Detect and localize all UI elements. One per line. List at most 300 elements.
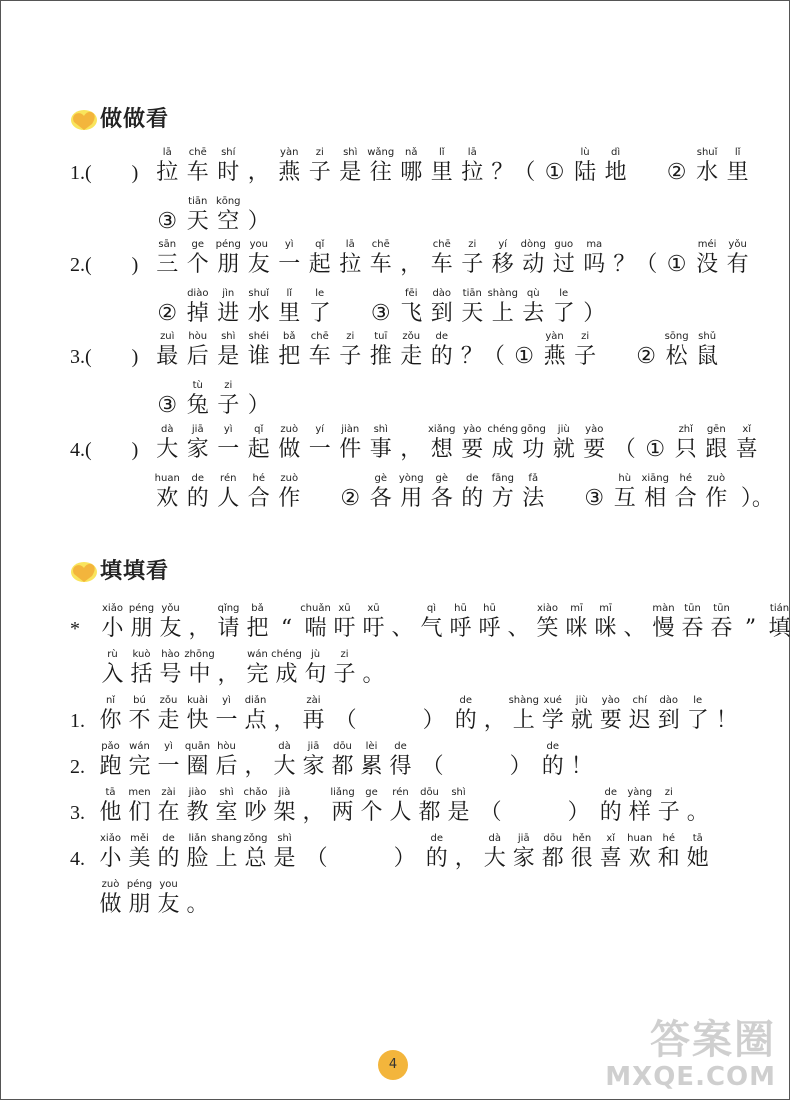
pinyin: tā — [105, 787, 116, 798]
ruby-char — [570, 330, 601, 371]
ruby-char — [244, 330, 275, 371]
hanzi: 各 — [430, 486, 453, 511]
hanzi: 子 — [339, 344, 362, 369]
pinyin: xū — [367, 603, 380, 614]
pinyin: yàn — [545, 331, 564, 342]
hanzi: ② — [666, 160, 687, 185]
hanzi: 的 — [599, 800, 622, 825]
ruby-char — [457, 330, 509, 371]
pinyin: huan — [154, 473, 180, 484]
ruby-char — [214, 602, 243, 643]
pinyin: fāng — [491, 473, 514, 484]
hanzi: 的 — [157, 846, 180, 871]
ruby-char — [154, 694, 183, 735]
pinyin: lā — [467, 147, 477, 158]
pinyin: yí — [315, 424, 325, 435]
ruby-char — [722, 146, 753, 187]
pinyin: nǎ — [405, 147, 418, 158]
hanzi: 填 — [768, 616, 790, 641]
ruby-char — [736, 602, 765, 643]
hanzi: 走 — [400, 344, 423, 369]
pinyin: tiān — [462, 288, 482, 299]
question-number: 3.( ) — [70, 346, 139, 368]
ruby-char — [357, 740, 386, 781]
pinyin: guo — [554, 239, 574, 250]
pinyin: you — [159, 879, 178, 890]
ruby-char — [692, 330, 723, 371]
ruby-char — [427, 238, 458, 279]
hanzi: 拉 — [156, 160, 179, 185]
hanzi: 事 — [369, 437, 392, 462]
ruby-char — [212, 740, 241, 781]
hanzi: 个 — [186, 252, 209, 277]
pinyin: qǐng — [217, 603, 240, 614]
ruby-char — [213, 146, 244, 187]
ruby-char — [539, 146, 570, 187]
ruby-char — [610, 472, 641, 513]
text-line — [70, 423, 762, 464]
ruby-char — [125, 786, 154, 827]
pinyin: jìn — [222, 288, 235, 299]
pinyin: dào — [659, 695, 679, 706]
ruby-char — [152, 379, 183, 420]
hanzi: 时 — [217, 160, 240, 185]
hanzi: 的 — [454, 708, 477, 733]
pinyin: hé — [252, 473, 265, 484]
ruby-char — [457, 287, 488, 328]
hanzi: 后 — [186, 344, 209, 369]
ruby-char — [567, 694, 596, 735]
pinyin: zài — [161, 787, 176, 798]
ruby-char — [678, 602, 707, 643]
pinyin: lù — [580, 147, 590, 158]
hanzi: 没 — [696, 252, 719, 277]
pinyin: zi — [340, 649, 349, 660]
hanzi: 。 — [362, 662, 385, 687]
ruby-char — [579, 238, 610, 279]
pinyin: péng — [128, 603, 155, 614]
hanzi: 推 — [369, 344, 392, 369]
section-title: 做做看 — [100, 107, 170, 132]
hanzi: 子 — [333, 662, 356, 687]
text-line — [70, 786, 712, 827]
ruby-char — [154, 786, 183, 827]
hanzi: 飞 — [400, 301, 423, 326]
ruby-char — [518, 287, 549, 328]
text-line — [152, 287, 610, 328]
ruby-char — [213, 195, 244, 236]
hanzi: 友 — [157, 892, 180, 917]
ruby-char — [427, 287, 458, 328]
ruby-char — [244, 472, 275, 513]
hanzi: ！ — [570, 754, 593, 779]
ruby-char — [509, 832, 538, 873]
pinyin: le — [315, 288, 325, 299]
hanzi: 在 — [157, 800, 180, 825]
hanzi: 过 — [552, 252, 575, 277]
hanzi: ， — [188, 616, 211, 641]
ruby-char — [625, 786, 654, 827]
hanzi — [339, 300, 361, 328]
ruby-char — [301, 602, 330, 643]
pinyin: zuò — [280, 424, 299, 435]
ruby-char — [152, 146, 183, 187]
ruby-char — [270, 694, 299, 735]
hanzi: 里 — [430, 160, 453, 185]
ruby-char — [366, 423, 397, 464]
ruby-char — [243, 648, 272, 689]
hanzi: 了 — [552, 301, 575, 326]
hanzi: 去 — [522, 301, 545, 326]
pinyin: shéi — [248, 331, 269, 342]
ruby-char — [152, 238, 183, 279]
pinyin: tūn — [713, 603, 730, 614]
pinyin: chē — [188, 147, 207, 158]
hanzi: 的 — [461, 486, 484, 511]
pinyin: rù — [107, 649, 118, 660]
hanzi: 的 — [430, 344, 453, 369]
hanzi: 吵 — [244, 800, 267, 825]
hanzi: ” — [744, 616, 757, 641]
ruby-char — [156, 648, 185, 689]
hanzi: 都 — [331, 754, 354, 779]
hanzi: 后 — [215, 754, 238, 779]
pinyin: tā — [692, 833, 703, 844]
ruby-char — [328, 740, 357, 781]
ruby-char — [183, 740, 212, 781]
hanzi: 天 — [461, 301, 484, 326]
hanzi: 呼 — [449, 616, 472, 641]
ruby-char — [328, 694, 451, 735]
ruby-char — [152, 195, 183, 236]
ruby-char — [396, 287, 427, 328]
ruby-char — [457, 472, 488, 513]
pinyin: de — [162, 833, 175, 844]
pinyin: rén — [220, 473, 237, 484]
pinyin: chē — [310, 331, 329, 342]
pinyin: lèi — [365, 741, 378, 752]
ruby-char — [417, 602, 446, 643]
hanzi: 里 — [726, 160, 749, 185]
pinyin: jiā — [191, 424, 204, 435]
ruby-char — [427, 146, 458, 187]
hanzi: 只 — [674, 437, 697, 462]
ruby-char — [549, 472, 580, 513]
hanzi: 空 — [217, 209, 240, 234]
text-line — [98, 648, 388, 689]
pinyin: hū — [483, 603, 496, 614]
ruby-char — [600, 146, 631, 187]
ruby-char — [567, 832, 596, 873]
text-line — [70, 832, 712, 873]
pinyin: shuǐ — [696, 147, 718, 158]
hanzi: 吗 — [583, 252, 606, 277]
ruby-char — [509, 330, 540, 371]
hanzi: 呼 — [478, 616, 501, 641]
hanzi: 哪 — [400, 160, 423, 185]
pinyin: shì — [277, 833, 292, 844]
pinyin: gè — [374, 473, 387, 484]
ruby-char — [214, 648, 243, 689]
hanzi: 移 — [491, 252, 514, 277]
hanzi: （ ） — [305, 846, 416, 871]
hanzi: ） — [247, 393, 270, 418]
hanzi: 。 — [186, 892, 209, 917]
hanzi: 做 — [99, 892, 122, 917]
pinyin: yào — [463, 424, 482, 435]
ruby-char — [359, 648, 388, 689]
hanzi: “ — [280, 616, 293, 641]
hanzi: ① — [666, 252, 687, 277]
hanzi: 子 — [461, 252, 484, 277]
ruby-char — [488, 287, 519, 328]
pinyin: màn — [652, 603, 675, 614]
pinyin: de — [191, 473, 204, 484]
ruby-char — [154, 832, 183, 873]
hanzi: （ ） — [479, 800, 590, 825]
ruby-char — [328, 786, 357, 827]
hanzi: 喘 — [304, 616, 327, 641]
pinyin: nǐ — [105, 695, 116, 706]
pinyin: mī — [570, 603, 583, 614]
ruby-char — [366, 287, 397, 328]
pinyin: rén — [392, 787, 409, 798]
pinyin: xǐ — [742, 424, 752, 435]
ruby-char — [152, 287, 183, 328]
pinyin: zài — [306, 695, 321, 706]
hanzi: ③ — [370, 301, 391, 326]
pinyin: sān — [158, 239, 177, 250]
question-number: 1.( ) — [70, 162, 139, 184]
hanzi: 合 — [247, 486, 270, 511]
ruby-char — [692, 146, 723, 187]
hanzi: 小 — [99, 846, 122, 871]
hanzi: 动 — [522, 252, 545, 277]
ruby-char — [396, 238, 427, 279]
pinyin: zuò — [280, 473, 299, 484]
pinyin: tù — [192, 380, 203, 391]
ruby-char — [213, 472, 244, 513]
pinyin: ma — [586, 239, 603, 250]
hanzi: 欢 — [628, 846, 651, 871]
ruby-char — [301, 648, 330, 689]
ruby-char — [451, 694, 480, 735]
ruby-char — [427, 330, 458, 371]
hanzi: 进 — [217, 301, 240, 326]
ruby-char — [567, 740, 596, 781]
ruby-char — [509, 694, 538, 735]
ruby-char — [183, 287, 214, 328]
pinyin: ge — [365, 787, 378, 798]
ruby-char — [244, 287, 275, 328]
ruby-char — [213, 238, 244, 279]
pinyin: dà — [278, 741, 291, 752]
pinyin: xū — [338, 603, 351, 614]
ruby-char — [701, 472, 732, 513]
ruby-char — [212, 694, 241, 735]
ruby-char — [272, 648, 301, 689]
ruby-char — [640, 472, 671, 513]
ruby-char — [366, 472, 397, 513]
pinyin: zǒng — [243, 833, 268, 844]
ruby-char — [299, 740, 328, 781]
hanzi: ③ — [157, 209, 178, 234]
hanzi: 车 — [308, 344, 331, 369]
ruby-char — [330, 602, 359, 643]
ruby-char — [125, 832, 154, 873]
pinyin: kōng — [215, 196, 241, 207]
ruby-char — [270, 832, 299, 873]
ruby-char — [683, 786, 712, 827]
hanzi: 请 — [217, 616, 240, 641]
ruby-char — [357, 786, 386, 827]
pinyin: shì — [373, 424, 388, 435]
hanzi: 她 — [686, 846, 709, 871]
hanzi: ， — [302, 800, 325, 825]
ruby-char — [396, 146, 427, 187]
hanzi: 作 — [705, 486, 728, 511]
ruby-char — [274, 472, 305, 513]
ruby-char — [183, 330, 214, 371]
pinyin: shǔ — [698, 331, 717, 342]
hanzi: 要 — [599, 708, 622, 733]
pinyin: hào — [161, 649, 180, 660]
text-line — [70, 740, 596, 781]
ruby-char — [125, 740, 154, 781]
pinyin: de — [435, 331, 448, 342]
hanzi: 兔 — [186, 393, 209, 418]
pinyin: diào — [187, 288, 209, 299]
ruby-char — [386, 786, 415, 827]
ruby-char — [422, 832, 451, 873]
ruby-char — [654, 832, 683, 873]
ruby-char — [96, 786, 125, 827]
pinyin: xiǎo — [102, 603, 123, 614]
ruby-char — [488, 238, 519, 279]
pinyin: men — [128, 787, 151, 798]
ruby-char — [152, 472, 183, 513]
pinyin: qì — [426, 603, 437, 614]
pinyin: lǐ — [438, 147, 445, 158]
pinyin: zhǐ — [678, 424, 693, 435]
ruby-char — [183, 786, 212, 827]
ruby-char — [701, 423, 732, 464]
pinyin: sōng — [664, 331, 689, 342]
hanzi: 一 — [308, 437, 331, 462]
hanzi: 就 — [552, 437, 575, 462]
ruby-char — [549, 238, 580, 279]
pinyin: jiào — [188, 787, 207, 798]
hanzi: 车 — [369, 252, 392, 277]
hanzi: 累 — [360, 754, 383, 779]
ruby-char — [305, 146, 336, 187]
hanzi: 了 — [686, 708, 709, 733]
pinyin: hòu — [217, 741, 236, 752]
hanzi: 都 — [541, 846, 564, 871]
pinyin: de — [459, 695, 472, 706]
ruby-char — [366, 146, 397, 187]
text-line — [70, 146, 753, 187]
hanzi: 用 — [400, 486, 423, 511]
pinyin: zi — [581, 331, 590, 342]
pinyin: chéng — [487, 424, 519, 435]
ruby-char — [596, 786, 625, 827]
ruby-char — [610, 423, 641, 464]
hanzi: ① — [645, 437, 666, 462]
pinyin: yǒu — [161, 603, 180, 614]
hanzi: 欢 — [156, 486, 179, 511]
hanzi: 的 — [541, 754, 564, 779]
ruby-char — [241, 786, 270, 827]
pinyin: zuò — [101, 879, 120, 890]
ruby-char — [661, 238, 692, 279]
hanzi: 家 — [186, 437, 209, 462]
pinyin: wán — [129, 741, 150, 752]
ruby-char — [396, 472, 427, 513]
ruby-char — [213, 379, 244, 420]
pinyin: xiǎng — [427, 424, 456, 435]
hanzi: 往 — [369, 160, 392, 185]
hanzi: （ ） — [334, 708, 445, 733]
hanzi — [605, 343, 627, 371]
hanzi: 笑 — [536, 616, 559, 641]
hanzi: 得 — [389, 754, 412, 779]
hanzi: 上 — [512, 708, 535, 733]
ruby-char — [620, 602, 649, 643]
hanzi: 美 — [128, 846, 151, 871]
hanzi: 不 — [128, 708, 151, 733]
pinyin: dì — [611, 147, 621, 158]
hanzi: 水 — [247, 301, 270, 326]
hanzi: 教 — [186, 800, 209, 825]
hanzi: 朋 — [217, 252, 240, 277]
ruby-char — [661, 330, 692, 371]
ruby-char — [366, 330, 397, 371]
pinyin: yào — [585, 424, 604, 435]
ruby-char — [335, 423, 366, 464]
ruby-char — [415, 740, 538, 781]
hanzi: 喜 — [599, 846, 622, 871]
pinyin: yì — [223, 424, 233, 435]
ruby-char — [305, 238, 336, 279]
pinyin: le — [559, 288, 569, 299]
hanzi: （ — [613, 437, 636, 462]
ruby-char — [533, 602, 562, 643]
pinyin: yòng — [398, 473, 424, 484]
hanzi: ③ — [584, 486, 605, 511]
hanzi: ？（ — [460, 344, 505, 369]
hanzi: 总 — [244, 846, 267, 871]
question-number: 4.( ) — [70, 439, 139, 461]
hanzi: ， — [273, 708, 296, 733]
hanzi: 一 — [215, 708, 238, 733]
ruby-char — [366, 238, 397, 279]
hanzi: 拉 — [461, 160, 484, 185]
pinyin: zǒu — [159, 695, 178, 706]
hanzi: 陆 — [574, 160, 597, 185]
ruby-char — [640, 423, 671, 464]
hanzi: 样 — [628, 800, 651, 825]
pinyin: jiàn — [341, 424, 360, 435]
section-heading-fill — [70, 552, 200, 592]
pinyin: de — [394, 741, 407, 752]
pinyin: shì — [343, 147, 358, 158]
hanzi: ） — [247, 209, 270, 234]
hanzi: 你 — [99, 708, 122, 733]
question-number: 2. — [70, 756, 85, 778]
ruby-char — [707, 602, 736, 643]
hanzi: 起 — [308, 252, 331, 277]
